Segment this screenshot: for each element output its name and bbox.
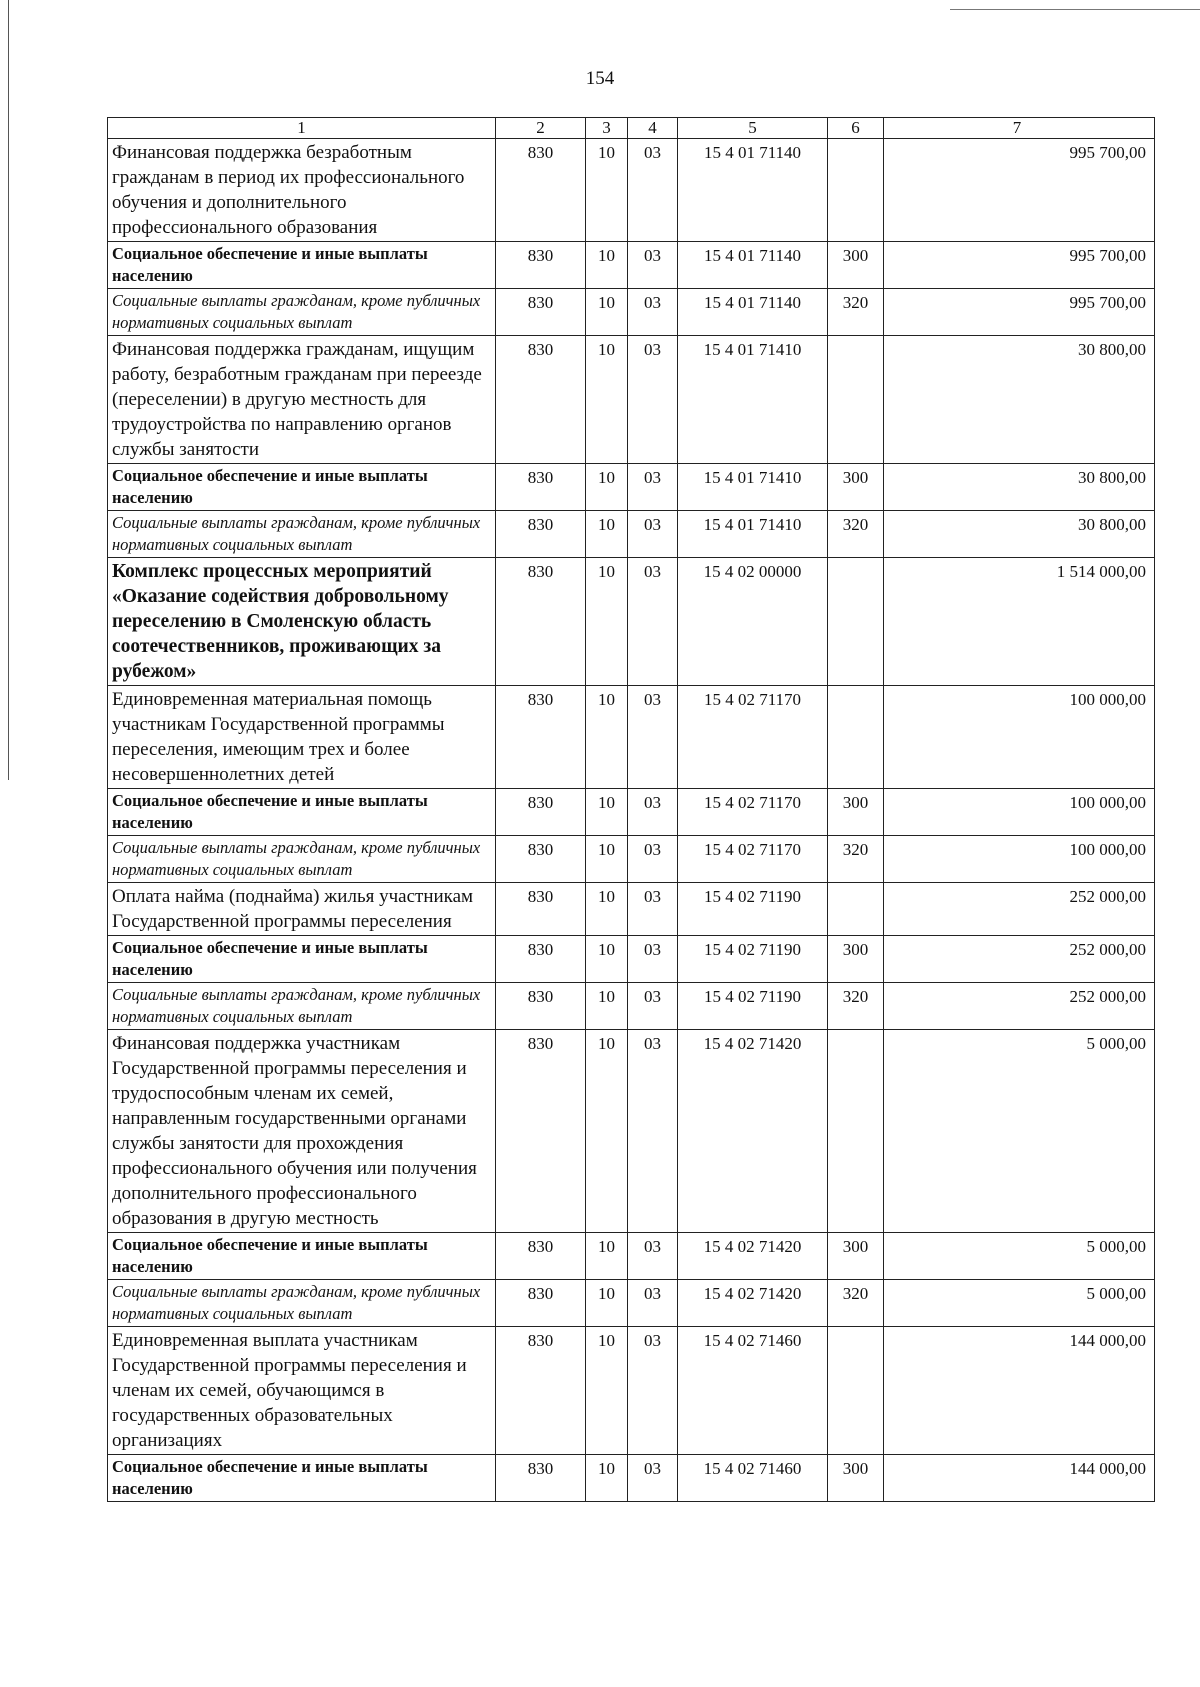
table-row (108, 883, 1155, 936)
subsection-cell: 03 (628, 558, 678, 686)
table-row (108, 1455, 1155, 1502)
target-article-cell: 15 4 01 71140 (678, 139, 828, 242)
target-article-cell: 15 4 01 71140 (678, 242, 828, 289)
ministry-code-cell: 830 (496, 289, 586, 336)
table-row (108, 139, 1155, 242)
subsection-cell: 03 (628, 139, 678, 242)
scan-edge-left (8, 0, 9, 780)
row-name-cell: Единовременная материальная помощь участникам Государственной программы переселения, имеющим трех и более несовершеннолетних детей (108, 686, 496, 789)
amount-cell: 100 000,00 (884, 686, 1155, 789)
column-header: 5 (678, 118, 828, 139)
expense-type-cell: 320 (828, 511, 884, 558)
section-cell: 10 (586, 1455, 628, 1502)
scan-edge-top (950, 9, 1200, 10)
expense-type-cell: 300 (828, 1233, 884, 1280)
amount-cell: 995 700,00 (884, 242, 1155, 289)
expense-type-cell (828, 336, 884, 464)
target-article-cell: 15 4 02 71170 (678, 836, 828, 883)
row-name-cell: Единовременная выплата участникам Государственной программы переселения и членам их семей, обучающимся в государственных образовательных организациях (108, 1327, 496, 1455)
ministry-code-cell: 830 (496, 558, 586, 686)
table-body (108, 118, 1155, 1502)
ministry-code-cell: 830 (496, 1280, 586, 1327)
ministry-code-cell: 830 (496, 983, 586, 1030)
table-row (108, 336, 1155, 464)
target-article-cell: 15 4 02 71420 (678, 1233, 828, 1280)
table-row (108, 1030, 1155, 1233)
row-name-cell: Социальное обеспечение и иные выплаты населению (108, 936, 496, 983)
amount-cell: 5 000,00 (884, 1030, 1155, 1233)
row-name-cell: Социальные выплаты гражданам, кроме публичных нормативных социальных выплат (108, 289, 496, 336)
section-cell: 10 (586, 289, 628, 336)
subsection-cell: 03 (628, 836, 678, 883)
row-name-cell: Социальные выплаты гражданам, кроме публичных нормативных социальных выплат (108, 983, 496, 1030)
section-cell: 10 (586, 1030, 628, 1233)
amount-cell: 30 800,00 (884, 336, 1155, 464)
row-name-cell: Комплекс процессных мероприятий «Оказание содействия добровольному переселению в Смоленскую область соотечественников, проживающих за рубежом» (108, 558, 496, 686)
section-cell: 10 (586, 1233, 628, 1280)
ministry-code-cell: 830 (496, 464, 586, 511)
table-row (108, 511, 1155, 558)
subsection-cell: 03 (628, 1327, 678, 1455)
ministry-code-cell: 830 (496, 242, 586, 289)
subsection-cell: 03 (628, 336, 678, 464)
amount-cell: 1 514 000,00 (884, 558, 1155, 686)
expense-type-cell: 300 (828, 789, 884, 836)
expense-type-cell (828, 883, 884, 936)
amount-cell: 252 000,00 (884, 983, 1155, 1030)
ministry-code-cell: 830 (496, 883, 586, 936)
table-row (108, 464, 1155, 511)
table-row (108, 242, 1155, 289)
subsection-cell: 03 (628, 511, 678, 558)
target-article-cell: 15 4 02 71170 (678, 686, 828, 789)
ministry-code-cell: 830 (496, 1233, 586, 1280)
table-row (108, 686, 1155, 789)
table-row (108, 1280, 1155, 1327)
expense-type-cell (828, 686, 884, 789)
subsection-cell: 03 (628, 464, 678, 511)
row-name-cell: Финансовая поддержка участникам Государственной программы переселения и трудоспособным членам их семей, направленным государственными органами службы занятости для прохождения профессионального обучения или получения дополнительного профессионального образования в другую местность (108, 1030, 496, 1233)
expense-type-cell (828, 1327, 884, 1455)
column-header: 4 (628, 118, 678, 139)
ministry-code-cell: 830 (496, 1455, 586, 1502)
section-cell: 10 (586, 789, 628, 836)
table-row (108, 936, 1155, 983)
table-row (108, 558, 1155, 686)
table-row (108, 1233, 1155, 1280)
ministry-code-cell: 830 (496, 139, 586, 242)
column-header: 2 (496, 118, 586, 139)
amount-cell: 995 700,00 (884, 289, 1155, 336)
section-cell: 10 (586, 936, 628, 983)
table-row (108, 1327, 1155, 1455)
subsection-cell: 03 (628, 1030, 678, 1233)
subsection-cell: 03 (628, 1233, 678, 1280)
section-cell: 10 (586, 558, 628, 686)
target-article-cell: 15 4 01 71140 (678, 289, 828, 336)
table-row (108, 789, 1155, 836)
row-name-cell: Оплата найма (поднайма) жилья участникам Государственной программы переселения (108, 883, 496, 936)
subsection-cell: 03 (628, 686, 678, 789)
ministry-code-cell: 830 (496, 836, 586, 883)
target-article-cell: 15 4 02 71190 (678, 936, 828, 983)
table-row (108, 289, 1155, 336)
target-article-cell: 15 4 02 71170 (678, 789, 828, 836)
page-number: 154 (585, 68, 615, 89)
expense-type-cell: 300 (828, 936, 884, 983)
section-cell: 10 (586, 836, 628, 883)
target-article-cell: 15 4 02 71460 (678, 1455, 828, 1502)
column-header: 7 (884, 118, 1155, 139)
column-header: 3 (586, 118, 628, 139)
target-article-cell: 15 4 01 71410 (678, 511, 828, 558)
amount-cell: 144 000,00 (884, 1455, 1155, 1502)
row-name-cell: Социальное обеспечение и иные выплаты населению (108, 464, 496, 511)
section-cell: 10 (586, 464, 628, 511)
target-article-cell: 15 4 01 71410 (678, 336, 828, 464)
ministry-code-cell: 830 (496, 1327, 586, 1455)
amount-cell: 30 800,00 (884, 464, 1155, 511)
table-row (108, 983, 1155, 1030)
section-cell: 10 (586, 336, 628, 464)
section-cell: 10 (586, 511, 628, 558)
amount-cell: 252 000,00 (884, 883, 1155, 936)
target-article-cell: 15 4 01 71410 (678, 464, 828, 511)
expense-type-cell: 320 (828, 983, 884, 1030)
budget-table (107, 117, 1155, 1502)
row-name-cell: Социальное обеспечение и иные выплаты населению (108, 789, 496, 836)
row-name-cell: Социальные выплаты гражданам, кроме публичных нормативных социальных выплат (108, 1280, 496, 1327)
expense-type-cell (828, 1030, 884, 1233)
target-article-cell: 15 4 02 71420 (678, 1030, 828, 1233)
row-name-cell: Социальное обеспечение и иные выплаты населению (108, 1233, 496, 1280)
subsection-cell: 03 (628, 983, 678, 1030)
ministry-code-cell: 830 (496, 686, 586, 789)
row-name-cell: Социальные выплаты гражданам, кроме публичных нормативных социальных выплат (108, 836, 496, 883)
expense-type-cell: 300 (828, 242, 884, 289)
section-cell: 10 (586, 883, 628, 936)
section-cell: 10 (586, 686, 628, 789)
section-cell: 10 (586, 139, 628, 242)
subsection-cell: 03 (628, 289, 678, 336)
target-article-cell: 15 4 02 71460 (678, 1327, 828, 1455)
expense-type-cell (828, 139, 884, 242)
amount-cell: 5 000,00 (884, 1280, 1155, 1327)
row-name-cell: Финансовая поддержка безработным гражданам в период их профессионального обучения и дополнительного профессионального образования (108, 139, 496, 242)
subsection-cell: 03 (628, 883, 678, 936)
expense-type-cell (828, 558, 884, 686)
row-name-cell: Социальное обеспечение и иные выплаты населению (108, 242, 496, 289)
ministry-code-cell: 830 (496, 936, 586, 983)
subsection-cell: 03 (628, 1455, 678, 1502)
amount-cell: 144 000,00 (884, 1327, 1155, 1455)
target-article-cell: 15 4 02 00000 (678, 558, 828, 686)
subsection-cell: 03 (628, 1280, 678, 1327)
target-article-cell: 15 4 02 71420 (678, 1280, 828, 1327)
section-cell: 10 (586, 242, 628, 289)
amount-cell: 30 800,00 (884, 511, 1155, 558)
section-cell: 10 (586, 1327, 628, 1455)
subsection-cell: 03 (628, 936, 678, 983)
amount-cell: 100 000,00 (884, 789, 1155, 836)
expense-type-cell: 320 (828, 289, 884, 336)
table-header-row (108, 118, 1155, 139)
column-header: 6 (828, 118, 884, 139)
row-name-cell: Социальное обеспечение и иные выплаты населению (108, 1455, 496, 1502)
ministry-code-cell: 830 (496, 336, 586, 464)
ministry-code-cell: 830 (496, 1030, 586, 1233)
table-row (108, 836, 1155, 883)
row-name-cell: Социальные выплаты гражданам, кроме публичных нормативных социальных выплат (108, 511, 496, 558)
ministry-code-cell: 830 (496, 789, 586, 836)
row-name-cell: Финансовая поддержка гражданам, ищущим работу, безработным гражданам при переезде (переселении) в другую местность для трудоустройства по направлению органов службы занятости (108, 336, 496, 464)
section-cell: 10 (586, 983, 628, 1030)
ministry-code-cell: 830 (496, 511, 586, 558)
expense-type-cell: 320 (828, 1280, 884, 1327)
amount-cell: 5 000,00 (884, 1233, 1155, 1280)
column-header: 1 (108, 118, 496, 139)
expense-type-cell: 300 (828, 1455, 884, 1502)
target-article-cell: 15 4 02 71190 (678, 983, 828, 1030)
expense-type-cell: 320 (828, 836, 884, 883)
target-article-cell: 15 4 02 71190 (678, 883, 828, 936)
subsection-cell: 03 (628, 789, 678, 836)
subsection-cell: 03 (628, 242, 678, 289)
expense-type-cell: 300 (828, 464, 884, 511)
amount-cell: 995 700,00 (884, 139, 1155, 242)
amount-cell: 100 000,00 (884, 836, 1155, 883)
section-cell: 10 (586, 1280, 628, 1327)
amount-cell: 252 000,00 (884, 936, 1155, 983)
